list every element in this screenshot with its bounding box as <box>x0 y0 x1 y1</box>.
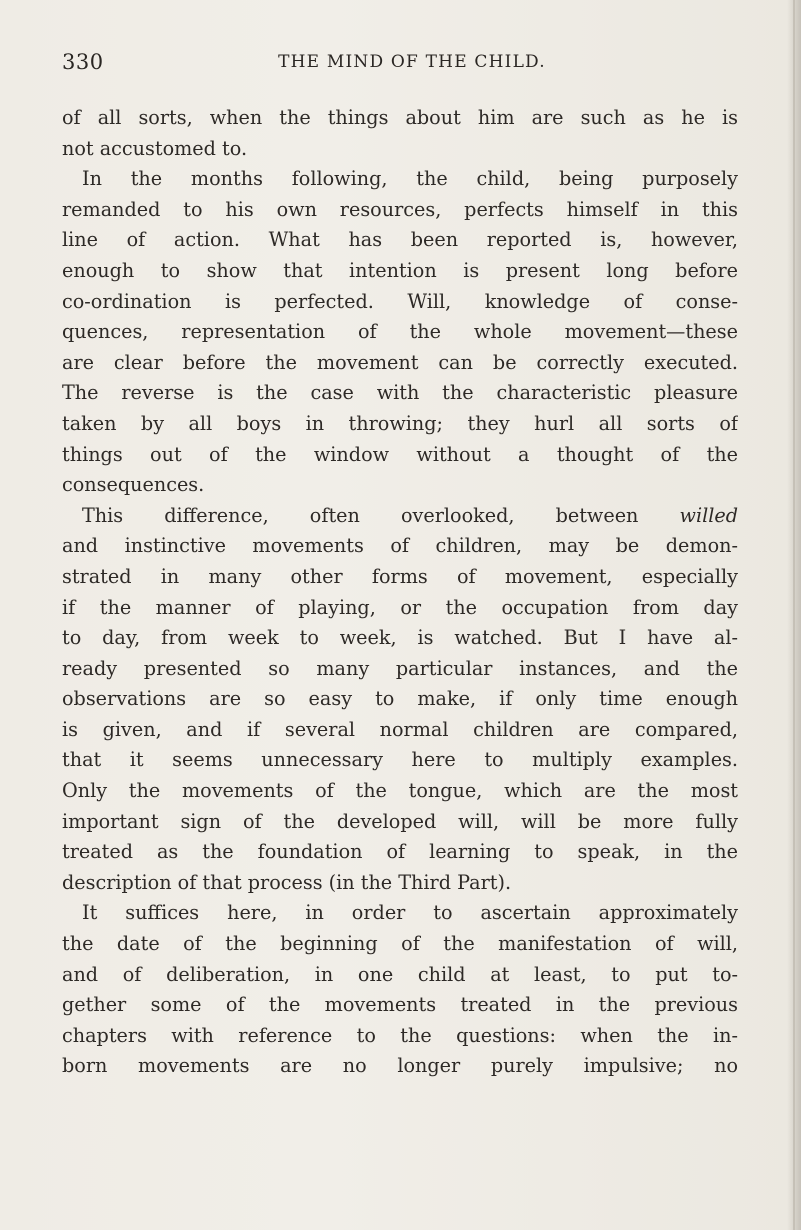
text-line: to day, from week to week, is watched. But I have al- <box>62 626 738 650</box>
text-line: remanded to his own resources, perfects himself in this <box>62 197 738 221</box>
text-line: things out of the window without a thought of the <box>62 442 738 466</box>
text-line: It suffices here, in order to ascertain approximately <box>82 901 738 925</box>
text-line: observations are so easy to make, if only time enough <box>62 687 738 711</box>
text-line: line of action. What has been reported is, however, <box>62 228 738 252</box>
body-text <box>62 103 738 1082</box>
text-fragment: This difference, often overlooked, between <box>82 503 680 527</box>
text-line: quences, representation of the whole movement—these <box>62 320 738 344</box>
text-line: and instinctive movements of children, may be demon- <box>62 534 738 558</box>
text-line: if the manner of playing, or the occupation from day <box>62 595 738 619</box>
text-line: Only the movements of the tongue, which are the most <box>62 779 738 803</box>
text-line: and of deliberation, in one child at least, to put to- <box>62 962 738 986</box>
text-line: of all sorts, when the things about him are such as he is <box>62 106 738 129</box>
italic-word: willed <box>679 503 738 527</box>
text-line: treated as the foundation of learning to speak, in the <box>62 840 738 864</box>
text-line: ready presented so many particular instances, and the <box>62 656 738 680</box>
text-line: important sign of the developed will, will be more fully <box>62 809 738 833</box>
text-line: consequences. <box>62 473 205 497</box>
text-line: taken by all boys in throwing; they hurl all sorts of <box>62 411 738 435</box>
text-line: The reverse is the case with the characteristic pleasure <box>62 381 738 405</box>
text-line <box>62 501 738 532</box>
page-edge-line <box>793 0 795 1230</box>
text-line: co-ordination is perfected. Will, knowledge of conse- <box>62 289 738 313</box>
text-line: born movements are no longer purely impulsive; no <box>62 1054 738 1078</box>
text-line: description of that process (in the Third Part). <box>62 870 512 894</box>
running-head: THE MIND OF THE CHILD. <box>278 52 546 72</box>
text-line: the date of the beginning of the manifestation of will, <box>62 932 738 956</box>
text-line: enough to show that intention is present long before <box>62 258 738 282</box>
text-line: are clear before the movement can be correctly executed. <box>62 350 738 374</box>
text-line: not accustomed to. <box>62 136 248 160</box>
text-line: that it seems unnecessary here to multiply examples. <box>62 748 738 772</box>
text-line: strated in many other forms of movement, especially <box>62 564 738 588</box>
text-line: is given, and if several normal children are compared, <box>62 717 738 741</box>
text-line: gether some of the movements treated in the previous <box>62 993 738 1017</box>
page-number: 330 <box>62 50 104 74</box>
text-line: In the months following, the child, being purposely <box>82 167 738 191</box>
page-header <box>62 50 762 90</box>
text-line: chapters with reference to the questions: when the in- <box>62 1023 738 1047</box>
